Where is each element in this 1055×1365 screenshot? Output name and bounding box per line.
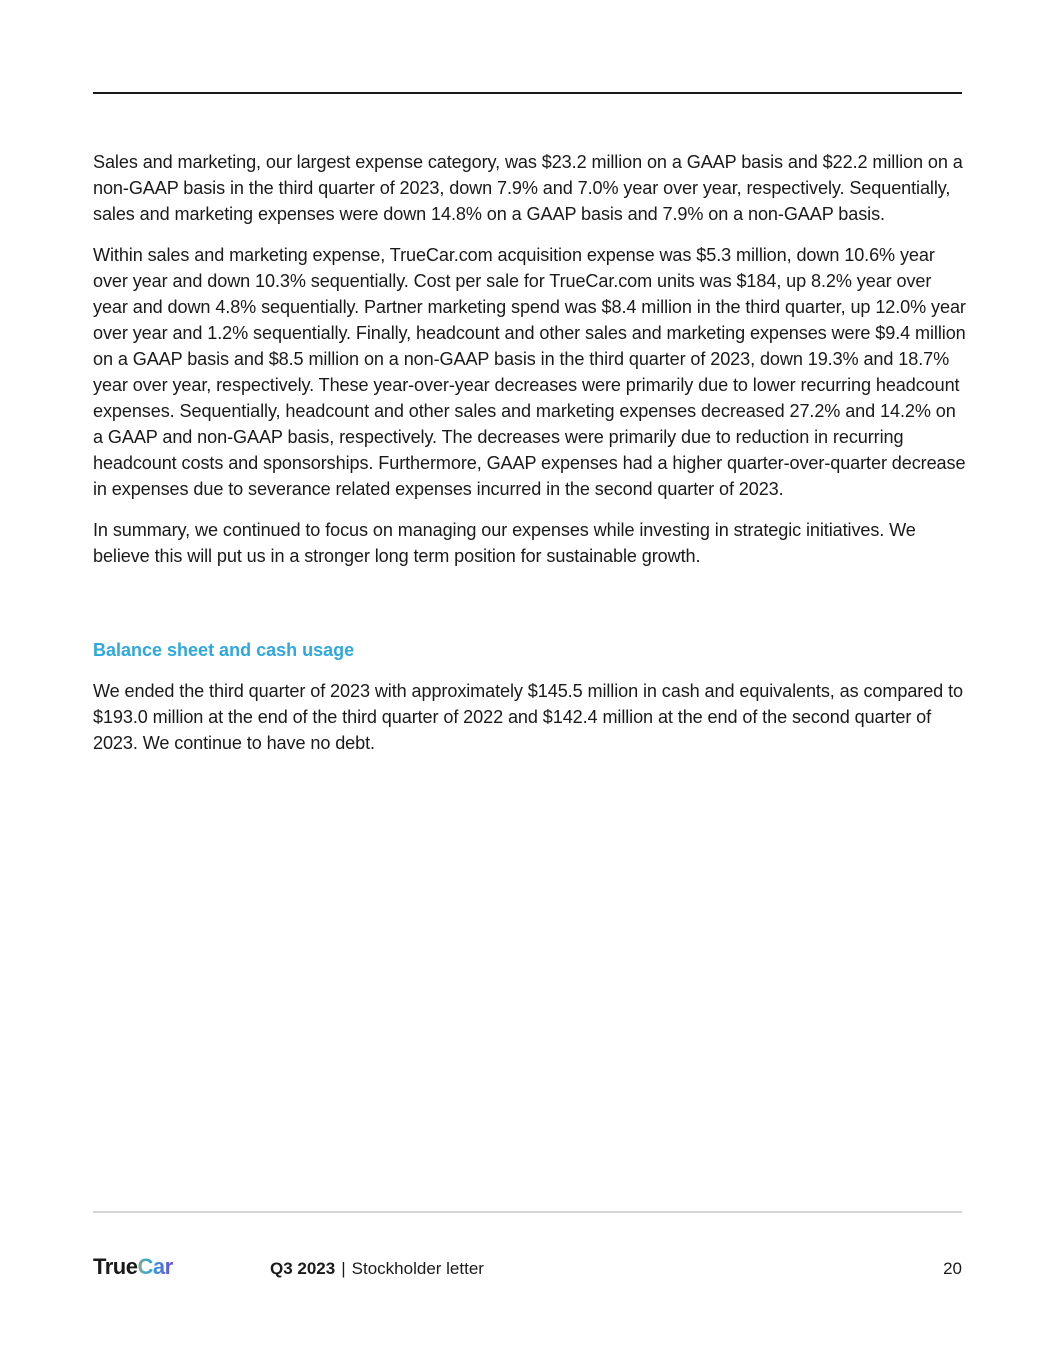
paragraph-summary: In summary, we continued to focus on managing our expenses while investing in strategic initiatives. We believe this will put us in a stronger long term position for sustainable growth. [93, 520, 916, 566]
truecar-logo [93, 1252, 188, 1280]
paragraph-sales-marketing-detail: Within sales and marketing expense, TrueCar.com acquisition expense was $5.3 million, down 10.6% year over year and down 10.3% sequentially. Cost per sale for TrueCar.com units was $184, up 8.2% year over year and down 4.8% sequentially. Partner marketing spend was $8.4 million in the third quarter, up 12.0% year over year and 1.2% sequentially. Finally, headcount and other sales and marketing expenses were $9.4 million on a GAAP basis and $8.5 million on a non-GAAP basis in the third quarter of 2023, down 19.3% and 18.7% year over year, respectively. These year-over-year decreases were primarily due to lower recurring headcount expenses. Sequentially, headcount and other sales and marketing expenses decreased 27.2% and 14.2% on a GAAP and non-GAAP basis, respectively. The decreases were primarily due to reduction in recurring headcount costs and sponsorships. Furthermore, GAAP expenses had a higher quarter-over-quarter decrease in expenses due to severance related expenses incurred in the second quarter of 2023. [93, 245, 966, 499]
top-divider [93, 92, 962, 94]
svg-text:TrueCar [93, 1254, 174, 1279]
period-separator: | [341, 1259, 346, 1278]
footer-divider [93, 1211, 962, 1213]
logo-text-car: Car [137, 1254, 173, 1279]
page-footer [93, 1252, 962, 1284]
section-spacer [93, 584, 967, 637]
paragraph-sales-marketing: Sales and marketing, our largest expense category, was $23.2 million on a GAAP basis and $22.2 million on a non-GAAP basis in the third quarter of 2023, down 7.9% and 7.0% year over year, respectively. Sequentially, sales and marketing expenses were down 14.8% on a GAAP basis and 7.9% on a non-GAAP basis. [93, 152, 963, 224]
document-title: Stockholder letter [351, 1259, 484, 1278]
logo-text-true: True [93, 1254, 138, 1279]
period-label: Q3 2023 [270, 1259, 336, 1278]
paragraph-balance-sheet: We ended the third quarter of 2023 with approximately $145.5 million in cash and equivalents, as compared to $193.0 million at the end of the third quarter of 2022 and $142.4 million at the end of the second quarter of 2023. We continue to have no debt. [93, 681, 963, 753]
section-heading-balance-sheet: Balance sheet and cash usage [93, 640, 355, 660]
report-period [270, 1258, 484, 1280]
page-number: 20 [943, 1259, 962, 1278]
letter-body [93, 149, 967, 771]
